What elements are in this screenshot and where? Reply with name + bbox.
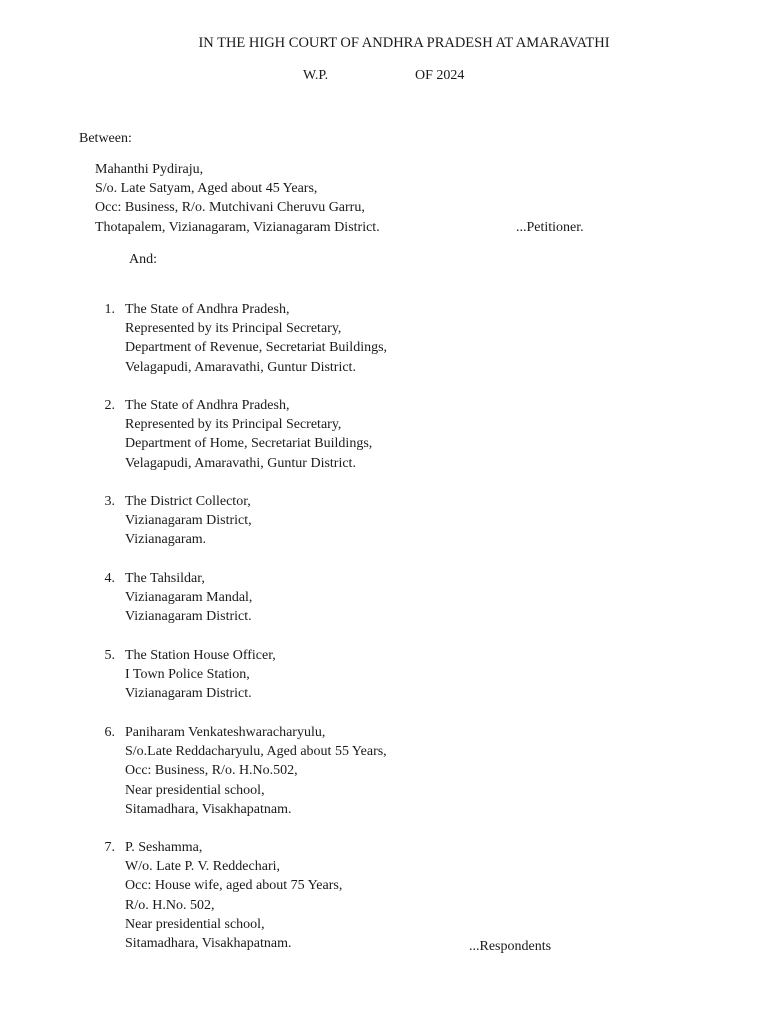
respondent-line: S/o.Late Reddacharyulu, Aged about 55 Years,	[125, 744, 387, 760]
petition-number-prefix: W.P.	[303, 68, 329, 83]
court-title: IN THE HIGH COURT OF ANDHRA PRADESH AT AMARAVATHI	[198, 35, 610, 51]
respondent-line: The Station House Officer,	[125, 648, 276, 663]
between-label: Between:	[79, 131, 132, 146]
respondent-address-lines	[125, 838, 342, 953]
respondent-line: Department of Revenue, Secretariat Buildings,	[125, 340, 388, 356]
respondent-line: Near presidential school,	[125, 782, 265, 798]
respondent-line: Represented by its Principal Secretary,	[125, 321, 342, 337]
respondent-line: Sitamadhara, Visakhapatnam.	[125, 936, 292, 952]
respondent-number: 2.	[104, 398, 115, 413]
respondent-line: Paniharam Venkateshwaracharyulu,	[125, 725, 326, 740]
respondent-line: Occ: Business, R/o. H.No.502,	[125, 763, 298, 779]
respondent-number: 1.	[104, 302, 115, 317]
respondent-line: Near presidential school,	[125, 916, 265, 932]
respondent-address-lines	[125, 492, 252, 550]
respondent-line: Vizianagaram District.	[125, 609, 252, 625]
petitioner-parentage: S/o. Late Satyam, Aged about 45 Years,	[95, 181, 318, 197]
petition-number-year: OF 2024	[415, 68, 465, 83]
petitioner-role: ...Petitioner.	[516, 220, 584, 235]
respondent-line: Velagapudi, Amaravathi, Guntur District.	[125, 359, 356, 375]
respondent-line: R/o. H.No. 502,	[125, 897, 215, 913]
respondent-number: 5.	[104, 648, 115, 663]
respondent-address-lines	[125, 569, 252, 627]
respondent-line: Velagapudi, Amaravathi, Guntur District.	[125, 455, 356, 471]
respondent-line: Vizianagaram Mandal,	[125, 590, 253, 606]
and-label: And:	[129, 252, 157, 267]
respondents-role: ...Respondents	[469, 939, 552, 954]
respondent-line: P. Seshamma,	[125, 840, 203, 855]
petitioner-name: Mahanthi Pydiraju,	[95, 162, 204, 177]
respondent-line: Vizianagaram.	[125, 532, 207, 548]
respondent-number: 7.	[104, 840, 115, 855]
respondent-number: 6.	[104, 725, 115, 740]
respondent-line: Sitamadhara, Visakhapatnam.	[125, 801, 292, 817]
respondent-number: 3.	[104, 494, 115, 509]
respondent-line: I Town Police Station,	[125, 667, 250, 683]
respondent-address-lines	[125, 646, 276, 704]
respondent-address-lines	[125, 396, 372, 473]
respondent-line: Vizianagaram District,	[125, 513, 252, 529]
respondent-line: The District Collector,	[125, 494, 251, 509]
respondent-address-lines	[125, 723, 387, 819]
respondent-number: 4.	[104, 571, 115, 586]
respondent-line: Occ: House wife, aged about 75 Years,	[125, 878, 343, 894]
respondent-line: Vizianagaram District.	[125, 686, 252, 702]
respondent-line: W/o. Late P. V. Reddechari,	[125, 859, 281, 875]
respondent-line: Represented by its Principal Secretary,	[125, 417, 342, 433]
petitioner-block	[95, 160, 380, 237]
respondent-line: The Tahsildar,	[125, 571, 205, 586]
petitioner-occupation: Occ: Business, R/o. Mutchivani Cheruvu Garru,	[95, 200, 365, 216]
respondent-address-lines	[125, 300, 387, 377]
respondent-line: The State of Andhra Pradesh,	[125, 398, 290, 413]
respondent-line: Department of Home, Secretariat Buildings,	[125, 436, 373, 452]
respondent-line: The State of Andhra Pradesh,	[125, 302, 290, 317]
petitioner-address: Thotapalem, Vizianagaram, Vizianagaram District.	[95, 219, 380, 235]
